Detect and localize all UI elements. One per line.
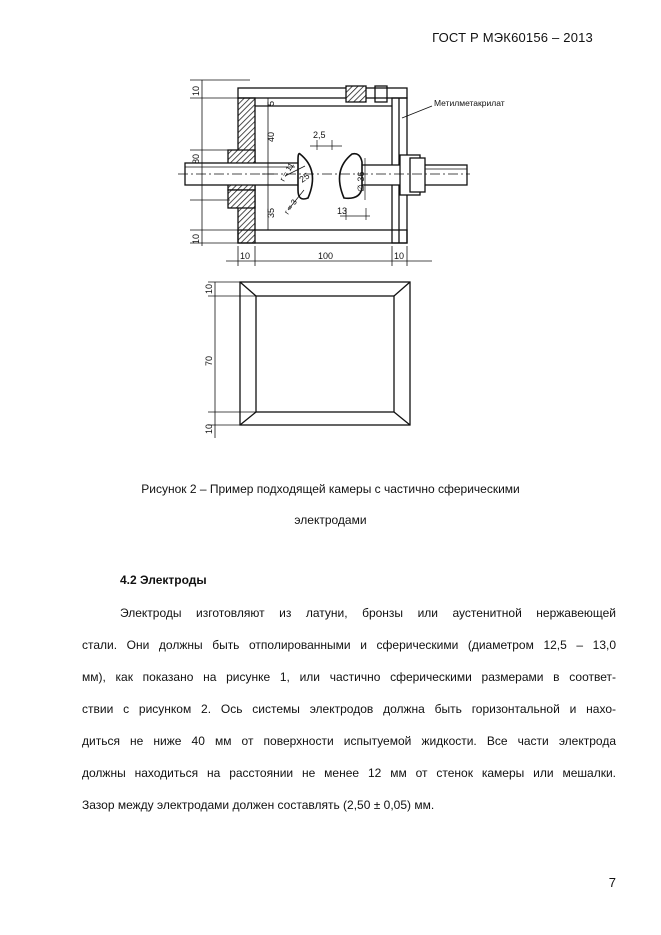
dim-5: 5 [266, 100, 276, 106]
page-number: 7 [608, 875, 616, 890]
dim-10-right: 10 [394, 251, 405, 261]
dim-dia-36: ∅ 36 [356, 171, 366, 192]
dim-10-left: 10 [240, 251, 251, 261]
chamber-drawing-svg [170, 70, 510, 450]
chamber-drawing [170, 70, 510, 450]
plan-dim-70: 70 [204, 355, 214, 366]
body-line: стали. Они должны быть отполированными и сферическими (диаметром 12,5 – 13,0 [82, 638, 616, 652]
page-header: ГОСТ Р МЭК60156 – 2013 [432, 30, 593, 45]
dim-10-bottom: 10 [191, 233, 201, 244]
dim-r25: 25 [297, 170, 312, 185]
dim-13: 13 [337, 206, 348, 216]
bottom-plate [238, 230, 407, 243]
dim-r11: r = 11 [277, 161, 296, 183]
plan-outer [240, 282, 410, 425]
section-body [82, 597, 616, 821]
body-line: должны находиться на расстоянии не менее 12 мм от стенок камеры или мешалки. [82, 766, 616, 780]
figure-caption-line-1: Рисунок 2 – Пример подходящей камеры с частично сферическими [141, 482, 520, 496]
body-line: Зазор между электродами должен составлять (2,50 ± 0,05) мм. [82, 798, 435, 812]
dim-r3: r = 3 [282, 197, 299, 217]
body-line: Электроды изготовляют из латуни, бронзы или аустенитной нержавеющей [120, 606, 616, 620]
side-section-view [178, 86, 470, 243]
plan-view-dimensions [208, 282, 256, 438]
material-label: Метилметакрилат [434, 98, 505, 108]
plan-dim-10-top: 10 [204, 283, 214, 294]
plan-dim-10-bottom: 10 [204, 423, 214, 434]
plan-view [240, 282, 410, 425]
section-heading: 4.2 Электроды [120, 573, 207, 587]
body-line: ствии с рисунком 2. Ось системы электродов должна быть горизонтальной и нахо- [82, 702, 616, 716]
dim-100: 100 [318, 251, 334, 261]
plan-inner [256, 296, 394, 412]
dim-80: 80 [191, 153, 201, 164]
top-lid [238, 88, 407, 98]
dim-2-5: 2,5 [313, 130, 326, 140]
dim-35: 35 [266, 207, 276, 218]
figure-caption-line-2: электродами [294, 513, 367, 527]
body-line: диться не ниже 40 мм от поверхности испытуемой жидкости. Все части электрода [82, 734, 616, 748]
dim-40: 40 [266, 131, 276, 142]
body-line: мм), как показано на рисунке 1, или частично сферическими размерами в соответ- [82, 670, 616, 684]
dim-10-top: 10 [191, 85, 201, 96]
